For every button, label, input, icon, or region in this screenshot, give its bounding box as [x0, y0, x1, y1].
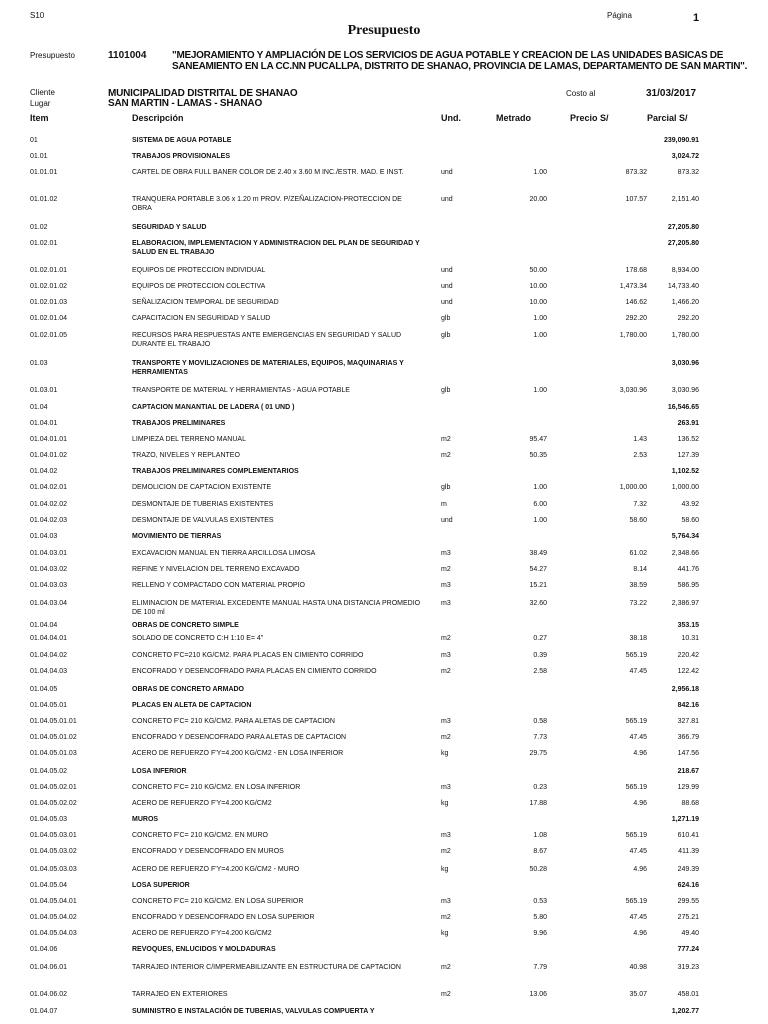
item-code: 01.04.01	[30, 420, 58, 427]
item-price: 1,000.00	[619, 484, 647, 491]
item-code: 01.04.06.01	[30, 964, 67, 971]
item-unit: und	[441, 283, 453, 290]
item-unit: m3	[441, 718, 451, 725]
item-code: 01.02.01	[30, 240, 58, 247]
item-metrado: 15.21	[529, 582, 547, 589]
item-description: TRAZO, NIVELES Y REPLANTEO	[132, 452, 240, 459]
item-unit: m3	[441, 582, 451, 589]
item-unit: m2	[441, 668, 451, 675]
item-code: 01.02	[30, 224, 48, 231]
item-description: SISTEMA DE AGUA POTABLE	[132, 137, 232, 144]
item-price: 1.43	[633, 436, 647, 443]
item-metrado: 10.00	[529, 283, 547, 290]
place-label: Lugar	[30, 99, 51, 108]
item-metrado: 0.27	[533, 635, 547, 642]
item-description: TARRAJEO INTERIOR C/IMPERMEABILIZANTE EN ESTRUCTURA DE CAPTACION	[132, 964, 401, 971]
item-code: 01.04.04.02	[30, 652, 67, 659]
item-description: TARRAJEO EN EXTERIORES	[132, 991, 228, 998]
item-price: 565.19	[625, 718, 647, 725]
item-metrado: 17.88	[529, 800, 547, 807]
item-code: 01.02.01.04	[30, 315, 67, 322]
item-description: OBRAS DE CONCRETO SIMPLE	[132, 622, 239, 629]
item-unit: m3	[441, 600, 451, 607]
item-price: 107.57	[625, 196, 647, 203]
item-code: 01.04.05.02.01	[30, 784, 77, 791]
budget-code: 1101004	[108, 50, 147, 61]
item-code: 01.04.05.03	[30, 816, 67, 823]
item-description: ACERO DE REFUERZO F'Y=4.200 KG/CM2 - EN LOSA INFERIOR	[132, 750, 344, 757]
item-code: 01.04.01.01	[30, 436, 67, 443]
item-description: CONCRETO F'C= 210 KG/CM2. EN LOSA INFERIOR	[132, 784, 301, 791]
item-code: 01.04.03.04	[30, 600, 67, 607]
item-partial: 147.56	[677, 750, 699, 757]
item-partial: 10.31	[681, 635, 699, 642]
item-code: 01.04.07	[30, 1008, 58, 1015]
item-description: CAPTACION MANANTIAL DE LADERA ( 01 UND )	[132, 404, 295, 411]
item-price: 1,473.34	[619, 283, 647, 290]
item-metrado: 7.73	[533, 734, 547, 741]
page-number: 1	[693, 12, 700, 24]
page-code: S10	[30, 11, 45, 20]
item-unit: und	[441, 299, 453, 306]
item-partial: 2,348.66	[671, 550, 699, 557]
item-description: CAPACITACION EN SEGURIDAD Y SALUD	[132, 315, 271, 322]
item-partial: 1,780.00	[671, 332, 699, 339]
item-unit: m2	[441, 566, 451, 573]
item-code: 01.03	[30, 360, 48, 367]
item-partial: 366.79	[677, 734, 699, 741]
item-partial: 58.60	[681, 517, 699, 524]
item-metrado: 0.58	[533, 718, 547, 725]
item-partial: 441.76	[677, 566, 699, 573]
item-price: 58.60	[629, 517, 647, 524]
item-unit: kg	[441, 800, 449, 807]
item-metrado: 1.00	[533, 387, 547, 394]
item-metrado: 6.00	[533, 501, 547, 508]
item-unit: glb	[441, 387, 451, 394]
item-metrado: 38.49	[529, 550, 547, 557]
item-metrado: 1.00	[533, 315, 547, 322]
item-unit: m3	[441, 784, 451, 791]
item-partial: 275.21	[677, 914, 699, 921]
item-partial: 88.68	[681, 800, 699, 807]
item-description: EXCAVACION MANUAL EN TIERRA ARCILLOSA LIMOSA	[132, 550, 316, 557]
item-description: ACERO DE REFUERZO F'Y=4.200 KG/CM2 - MURO	[132, 866, 300, 873]
item-partial: 220.42	[677, 652, 699, 659]
item-unit: kg	[441, 750, 449, 757]
item-metrado: 0.39	[533, 652, 547, 659]
item-code: 01.04.06	[30, 946, 58, 953]
item-price: 178.68	[625, 267, 647, 274]
item-description: LIMPIEZA DEL TERRENO MANUAL	[132, 436, 246, 443]
item-price: 4.96	[633, 750, 647, 757]
item-description: ENCOFRADO Y DESENCOFRADO EN MUROS	[132, 848, 284, 855]
item-description: CONCRETO F'C=210 KG/CM2. PARA PLACAS EN CIMIENTO CORRIDO	[132, 652, 364, 659]
item-description: TRANSPORTE DE MATERIAL Y HERRAMIENTAS - AGUA POTABLE	[132, 387, 350, 394]
item-partial: 3,024.72	[671, 153, 699, 160]
item-price: 873.32	[625, 169, 647, 176]
item-description: ENCOFRADO Y DESENCOFRADO PARA ALETAS DE CAPTACION	[132, 734, 347, 741]
item-description: TRANQUERA PORTABLE 3.06 x 1.20 m PROV. P/ZEÑALIZACION-PROTECCION DE OBRA	[132, 196, 402, 212]
item-code: 01.01.01	[30, 169, 58, 176]
item-description: PLACAS EN ALETA DE CAPTACION	[132, 702, 252, 709]
item-code: 01.04.04	[30, 622, 58, 629]
item-metrado: 95.47	[529, 436, 547, 443]
item-partial: 610.41	[677, 832, 699, 839]
item-partial: 1,466.20	[671, 299, 699, 306]
item-description: REFINE Y NIVELACION DEL TERRENO EXCAVADO	[132, 566, 300, 573]
item-code: 01.01.02	[30, 196, 58, 203]
item-partial: 1,102.52	[671, 468, 699, 475]
item-metrado: 50.28	[529, 866, 547, 873]
item-unit: glb	[441, 484, 451, 491]
item-metrado: 8.67	[533, 848, 547, 855]
column-header-description: Descripción	[132, 113, 184, 123]
item-code: 01.04.05.04.02	[30, 914, 77, 921]
item-metrado: 9.96	[533, 930, 547, 937]
item-partial: 14,733.40	[667, 283, 699, 290]
item-metrado: 0.23	[533, 784, 547, 791]
item-price: 7.32	[633, 501, 647, 508]
item-code: 01.04.05.04.01	[30, 898, 77, 905]
item-metrado: 13.06	[529, 991, 547, 998]
item-unit: m2	[441, 848, 451, 855]
item-unit: m2	[441, 635, 451, 642]
item-code: 01	[30, 137, 38, 144]
item-price: 565.19	[625, 898, 647, 905]
item-partial: 2,956.18	[671, 686, 699, 693]
item-unit: glb	[441, 315, 451, 322]
item-metrado: 1.00	[533, 169, 547, 176]
item-partial: 122.42	[677, 668, 699, 675]
item-code: 01.04.03	[30, 533, 58, 540]
item-partial: 319.23	[677, 964, 699, 971]
item-metrado: 1.00	[533, 484, 547, 491]
item-description: TRABAJOS PROVISIONALES	[132, 153, 231, 160]
item-partial: 3,030.96	[671, 360, 699, 367]
item-description: MOVIMIENTO DE TIERRAS	[132, 533, 222, 540]
item-partial: 1,271.19	[671, 816, 699, 823]
item-description: RELLENO Y COMPACTADO CON MATERIAL PROPIO	[132, 582, 305, 589]
item-description: EQUIPOS DE PROTECCION INDIVIDUAL	[132, 267, 266, 274]
item-partial: 327.81	[677, 718, 699, 725]
item-description: SEGURIDAD Y SALUD	[132, 224, 207, 231]
item-metrado: 1.08	[533, 832, 547, 839]
item-partial: 1,202.77	[671, 1008, 699, 1015]
item-partial: 239,090.91	[663, 137, 699, 144]
item-metrado: 5.80	[533, 914, 547, 921]
item-unit: m2	[441, 964, 451, 971]
item-code: 01.04.05.01.02	[30, 734, 77, 741]
item-description: CONCRETO F'C= 210 KG/CM2. EN LOSA SUPERIOR	[132, 898, 304, 905]
item-unit: kg	[441, 866, 449, 873]
item-description: ENCOFRADO Y DESENCOFRADO EN LOSA SUPERIOR	[132, 914, 315, 921]
item-unit: m3	[441, 898, 451, 905]
item-code: 01.04.05.01.03	[30, 750, 77, 757]
item-unit: m2	[441, 452, 451, 459]
item-price: 47.45	[629, 734, 647, 741]
column-header-price: Precio S/	[570, 113, 609, 123]
item-unit: m3	[441, 832, 451, 839]
item-code: 01.04.05.01	[30, 702, 67, 709]
cost-date: 31/03/2017	[646, 88, 697, 99]
item-description: SEÑALIZACION TEMPORAL DE SEGURIDAD	[132, 299, 279, 306]
item-price: 40.98	[629, 964, 647, 971]
item-partial: 8,934.00	[671, 267, 699, 274]
item-metrado: 29.75	[529, 750, 547, 757]
item-code: 01.04.04.01	[30, 635, 67, 642]
item-unit: m2	[441, 436, 451, 443]
item-partial: 353.15	[677, 622, 699, 629]
item-description: CARTEL DE OBRA FULL BANER COLOR DE 2.40 x 3.60 M INC./ESTR. MAD. E INST.	[132, 169, 404, 176]
item-description: ELABORACION, IMPLEMENTACION Y ADMINISTRACION DEL PLAN DE SEGURIDAD Y SALUD EN EL TRABAJO	[132, 240, 420, 256]
item-code: 01.04.05.03.02	[30, 848, 77, 855]
item-price: 4.96	[633, 866, 647, 873]
item-code: 01.04	[30, 404, 48, 411]
item-code: 01.02.01.03	[30, 299, 67, 306]
item-partial: 3,030.96	[671, 387, 699, 394]
item-code: 01.01	[30, 153, 48, 160]
item-code: 01.04.06.02	[30, 991, 67, 998]
item-partial: 777.24	[677, 946, 699, 953]
item-partial: 292.20	[677, 315, 699, 322]
item-partial: 1,000.00	[671, 484, 699, 491]
item-price: 38.18	[629, 635, 647, 642]
item-partial: 218.67	[677, 768, 699, 775]
item-partial: 127.39	[677, 452, 699, 459]
item-code: 01.04.02.02	[30, 501, 67, 508]
item-price: 146.62	[625, 299, 647, 306]
item-description: ACERO DE REFUERZO F'Y=4.200 KG/CM2	[132, 930, 272, 937]
item-description: DESMONTAJE DE VALVULAS EXISTENTES	[132, 517, 274, 524]
place-value: SAN MARTIN - LAMAS - SHANAO	[108, 98, 263, 109]
item-partial: 458.01	[677, 991, 699, 998]
item-unit: m2	[441, 914, 451, 921]
item-code: 01.02.01.05	[30, 332, 67, 339]
item-metrado: 2.58	[533, 668, 547, 675]
item-price: 8.14	[633, 566, 647, 573]
item-description: DEMOLICION DE CAPTACION EXISTENTE	[132, 484, 272, 491]
project-line-1: "MEJORAMIENTO Y AMPLIACIÓN DE LOS SERVICIOS DE AGUA POTABLE Y CREACION DE LAS UNIDADES BASICAS DE	[172, 50, 724, 61]
item-partial: 27,205.80	[667, 224, 699, 231]
item-partial: 27,205.80	[667, 240, 699, 247]
item-description: ENCOFRADO Y DESENCOFRADO PARA PLACAS EN CIMIENTO CORRIDO	[132, 668, 377, 675]
item-partial: 263.91	[677, 420, 699, 427]
item-partial: 49.40	[681, 930, 699, 937]
item-description: EQUIPOS DE PROTECCION COLECTIVA	[132, 283, 266, 290]
item-code: 01.04.05.03.01	[30, 832, 77, 839]
item-price: 565.19	[625, 784, 647, 791]
item-price: 2.53	[633, 452, 647, 459]
item-description: LOSA INFERIOR	[132, 768, 187, 775]
item-price: 47.45	[629, 914, 647, 921]
item-price: 47.45	[629, 848, 647, 855]
item-price: 73.22	[629, 600, 647, 607]
document-title: Presupuesto	[347, 23, 421, 38]
item-description: TRABAJOS PRELIMINARES	[132, 420, 226, 427]
item-code: 01.02.01.01	[30, 267, 67, 274]
item-code: 01.04.02.01	[30, 484, 67, 491]
item-code: 01.04.05.02	[30, 768, 67, 775]
item-metrado: 7.79	[533, 964, 547, 971]
item-unit: und	[441, 517, 453, 524]
item-code: 01.02.01.02	[30, 283, 67, 290]
item-unit: m2	[441, 991, 451, 998]
column-header-unit: Und.	[441, 113, 461, 123]
item-unit: und	[441, 267, 453, 274]
item-unit: m	[441, 501, 447, 508]
item-price: 35.07	[629, 991, 647, 998]
item-code: 01.04.05.03.03	[30, 866, 77, 873]
item-partial: 873.32	[677, 169, 699, 176]
item-partial: 16,546.65	[667, 404, 699, 411]
item-description: REVOQUES, ENLUCIDOS Y MOLDADURAS	[132, 946, 276, 953]
item-description: TRANSPORTE Y MOVILIZACIONES DE MATERIALES, EQUIPOS, MAQUINARIAS Y HERRAMIENTAS	[132, 360, 404, 376]
item-metrado: 54.27	[529, 566, 547, 573]
item-code: 01.03.01	[30, 387, 58, 394]
item-partial: 411.39	[678, 848, 699, 855]
column-header-item: Item	[30, 113, 49, 123]
item-code: 01.04.05	[30, 686, 58, 693]
item-partial: 842.16	[677, 702, 699, 709]
item-metrado: 20.00	[529, 196, 547, 203]
item-price: 4.96	[633, 800, 647, 807]
item-partial: 43.92	[681, 501, 699, 508]
budget-label: Presupuesto	[30, 51, 75, 60]
item-price: 61.02	[629, 550, 647, 557]
item-unit: kg	[441, 930, 449, 937]
cost-label: Costo al	[566, 89, 596, 98]
item-metrado: 32.60	[529, 600, 547, 607]
item-unit: m3	[441, 652, 451, 659]
item-description: LOSA SUPERIOR	[132, 882, 190, 889]
item-partial: 586.95	[677, 582, 699, 589]
item-description: CONCRETO F'C= 210 KG/CM2. EN MURO	[132, 832, 268, 839]
item-partial: 5,764.34	[671, 533, 699, 540]
item-price: 3,030.96	[619, 387, 647, 394]
item-description: MUROS	[132, 816, 159, 823]
item-metrado: 50.35	[529, 452, 547, 459]
item-description: ACERO DE REFUERZO F'Y=4.200 KG/CM2	[132, 800, 272, 807]
item-partial: 136.52	[677, 436, 699, 443]
item-unit: und	[441, 169, 453, 176]
item-metrado: 50.00	[529, 267, 547, 274]
item-metrado: 1.00	[533, 517, 547, 524]
item-description: CONCRETO F'C= 210 KG/CM2. PARA ALETAS DE CAPTACION	[132, 718, 335, 725]
item-partial: 129.99	[677, 784, 699, 791]
item-unit: m3	[441, 550, 451, 557]
item-partial: 249.39	[677, 866, 699, 873]
column-header-metrado: Metrado	[496, 113, 532, 123]
item-price: 47.45	[629, 668, 647, 675]
item-code: 01.04.02.03	[30, 517, 67, 524]
item-metrado: 1.00	[533, 332, 547, 339]
item-metrado: 0.53	[533, 898, 547, 905]
item-price: 4.96	[633, 930, 647, 937]
client-value: MUNICIPALIDAD DISTRITAL DE SHANAO	[108, 88, 298, 99]
item-metrado: 10.00	[529, 299, 547, 306]
item-partial: 2,386.97	[671, 600, 699, 607]
item-code: 01.04.04.03	[30, 668, 67, 675]
item-code: 01.04.03.01	[30, 550, 67, 557]
item-code: 01.04.03.02	[30, 566, 67, 573]
item-price: 38.59	[629, 582, 647, 589]
item-price: 565.19	[625, 652, 647, 659]
item-code: 01.04.05.04	[30, 882, 67, 889]
item-partial: 624.16	[677, 882, 699, 889]
item-code: 01.04.03.03	[30, 582, 67, 589]
item-description: OBRAS DE CONCRETO ARMADO	[132, 686, 245, 693]
item-partial: 299.55	[677, 898, 699, 905]
item-description: RECURSOS PARA RESPUESTAS ANTE EMERGENCIAS EN SEGURIDAD Y SALUD DURANTE EL TRABAJO	[132, 332, 402, 348]
item-price: 1,780.00	[619, 332, 647, 339]
item-description: ELIMINACION DE MATERIAL EXCEDENTE MANUAL HASTA UNA DISTANCIA PROMEDIO DE 100 ml	[132, 600, 421, 616]
item-unit: und	[441, 196, 453, 203]
item-code: 01.04.05.01.01	[30, 718, 77, 725]
item-unit: m2	[441, 734, 451, 741]
client-label: Cliente	[30, 88, 55, 97]
project-line-2: SANEAMIENTO EN LA CC.NN PUCALLPA, DISTRITO DE SHANAO, PROVINCIA DE LAMAS, DEPARTAMENTO DE SAN MARTIN".	[172, 61, 748, 72]
item-description: DESMONTAJE DE TUBERIAS EXISTENTES	[132, 501, 274, 508]
column-header-partial: Parcial S/	[647, 113, 688, 123]
item-code: 01.04.05.04.03	[30, 930, 77, 937]
item-unit: glb	[441, 332, 451, 339]
item-price: 565.19	[625, 832, 647, 839]
item-code: 01.04.01.02	[30, 452, 67, 459]
item-partial: 2,151.40	[671, 196, 699, 203]
item-code: 01.04.02	[30, 468, 58, 475]
item-price: 292.20	[625, 315, 647, 322]
item-description: SUMINISTRO E INSTALACIÓN DE TUBERIAS, VALVULAS COMPUERTA Y	[132, 1008, 375, 1015]
item-description: SOLADO DE CONCRETO C:H 1:10 E= 4"	[132, 635, 264, 642]
item-description: TRABAJOS PRELIMINARES COMPLEMENTARIOS	[132, 468, 299, 475]
page-label: Página	[607, 11, 632, 20]
item-code: 01.04.05.02.02	[30, 800, 77, 807]
